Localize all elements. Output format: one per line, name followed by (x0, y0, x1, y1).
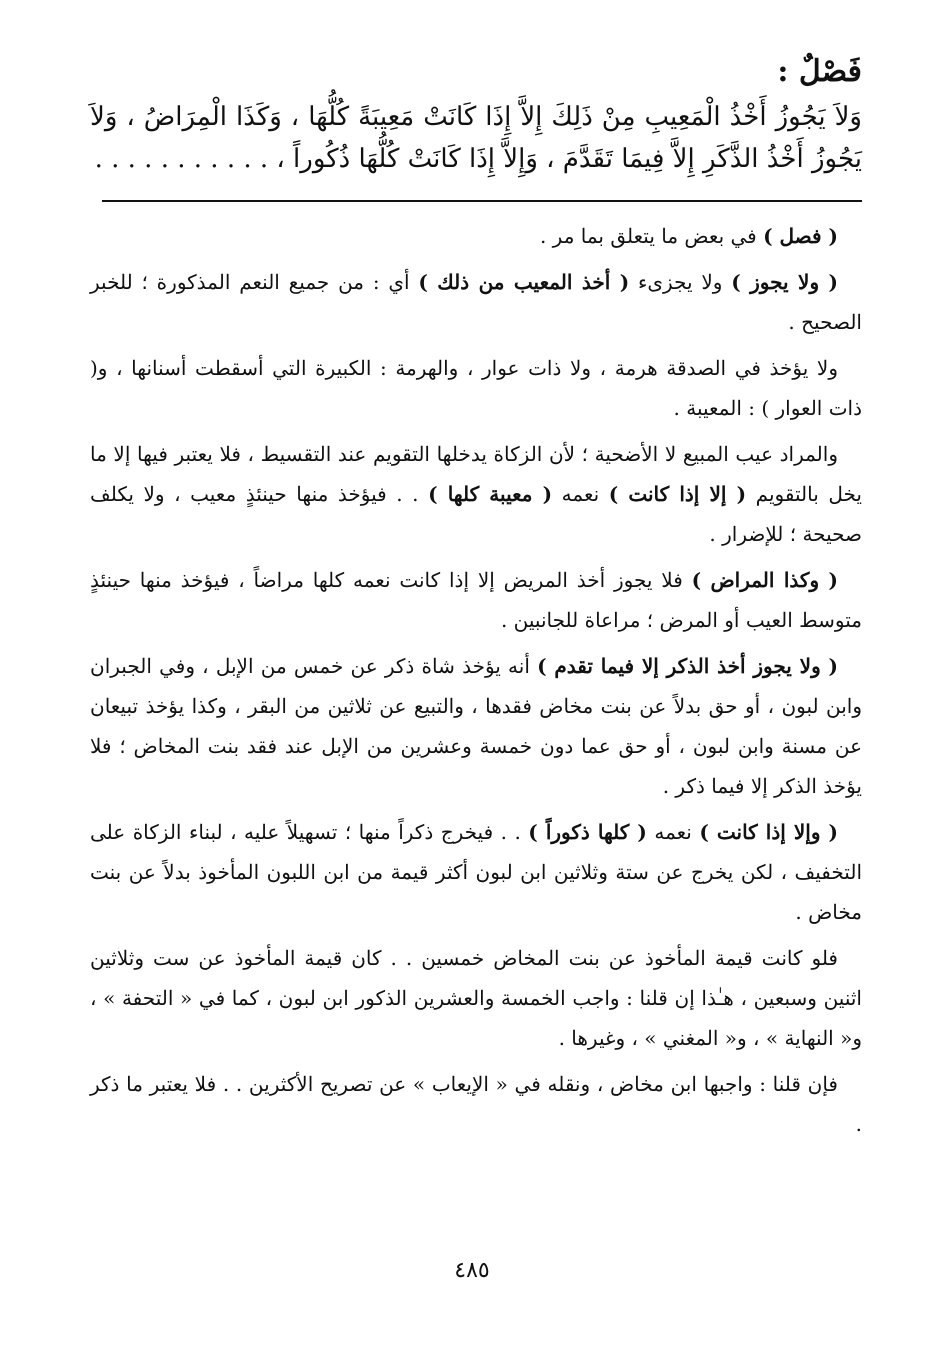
matn-heading: فَصْلٌ : (777, 54, 862, 89)
commentary-text: فلو كانت قيمة المأخوذ عن بنت المخاض خمسين . . كان قيمة المأخوذ عن ست وثلاثين اثنين وسبعين ، هـٰذا إن قلنا : واجب الخمسة والعشرين الذكور ابن لبون ، كما في « التحفة » ، و« النهاية » ، و« المغني » ، وغيرها . (90, 946, 862, 1050)
commentary-paragraph-6 (90, 646, 862, 806)
commentary-text: فإن قلنا : واجبها ابن مخاض ، ونقله في « الإيعاب » عن تصريح الأكثرين . . فلا يعتبر ما ذكر . (90, 1072, 862, 1136)
commentary-text: فلا يجوز أخذ المريض إلا إذا كانت نعمه كلها مراضاً ، فيؤخذ منها حينئذٍ متوسط العيب أو المرض ؛ مراعاة للجانبين . (90, 568, 862, 632)
commentary-section (90, 216, 862, 1144)
matn-text: وَلاَ يَجُوزُ أَخْذُ الْمَعِيبِ مِنْ ذَلِكَ إِلاَّ إِذَا كَانَتْ مَعِيبَةً كُلُّهَا ، وَكَذَا الْمِرَاضُ ، وَلاَ يَجُوزُ أَخْذُ الذَّكَرِ إِلاَّ فِيمَا تَقَدَّمَ ، وَإِلاَّ إِذَا كَانَتْ كُلُّهَا ذُكُوراً ، . . . . . . . . . . . (90, 102, 862, 174)
commentary-text: نعمه (552, 482, 609, 506)
commentary-paragraph-2 (90, 262, 862, 342)
commentary-text: أي : من جميع النعم المذكورة ؛ للخبر الصحيح . (90, 270, 862, 334)
quoted-matn: ( كلها ذكوراً ) (528, 820, 647, 844)
quoted-matn: ( إلا إذا كانت ) (608, 482, 747, 506)
commentary-text: ولا يجزىء (629, 270, 732, 294)
commentary-paragraph-8 (90, 938, 862, 1058)
separator-line (102, 200, 862, 202)
quoted-matn: ( أخذ المعيب من ذلك ) (418, 270, 630, 294)
commentary-paragraph-5 (90, 560, 862, 640)
commentary-text: . . فيؤخذ منها حينئذٍ معيب ، ولا يكلف صحيحة ؛ للإضرار . (90, 482, 862, 546)
page-number: ٤٨٥ (454, 1258, 490, 1283)
commentary-text: أنه يؤخذ شاة ذكر عن خمس من الإبل ، وفي الجبران وابن لبون ، أو حق بدلاً عن بنت مخاض فقدها ، والتبيع عن ثلاثين من البقر ، وكذا يؤخذ تبيعان عن مسنة وابن لبون ، أو حق عما دون خمسة وعشرين من الإبل عند فقد بنت المخاض ؛ فلا يؤخذ الذكر إلا فيما ذكر . (90, 654, 862, 798)
commentary-paragraph-3 (90, 348, 862, 428)
book-page (90, 50, 862, 1350)
commentary-paragraph-1 (90, 216, 862, 256)
commentary-text: . . فيخرج ذكراً منها ؛ تسهيلاً عليه ، لبناء الزكاة على التخفيف ، لكن يخرج عن ستة وثلاثين ابن لبون أكثر قيمة من ابن اللبون المأخوذ بدلاً عن بنت مخاض . (90, 820, 862, 924)
quoted-matn: ( فصل ) (763, 224, 838, 248)
commentary-paragraph-4 (90, 434, 862, 554)
commentary-paragraph-7 (90, 812, 862, 932)
quoted-matn: ( وكذا المراض ) (691, 568, 838, 592)
quoted-matn: ( وإلا إذا كانت ) (699, 820, 839, 844)
quoted-matn: ( معيبة كلها ) (428, 482, 553, 506)
commentary-text: والمراد عيب المبيع لا الأضحية ؛ لأن الزكاة يدخلها التقويم عند التقسيط ، فلا يعتبر فيها إلا ما يخل بالتقويم (90, 442, 862, 506)
quoted-matn: ( ولا يجوز أخذ الذكر إلا فيما تقدم ) (537, 654, 839, 678)
quoted-matn: ( ولا يجوز ) (731, 270, 838, 294)
commentary-text: نعمه (646, 820, 700, 844)
commentary-paragraph-9 (90, 1064, 862, 1144)
commentary-text: في بعض ما يتعلق بما مر . (539, 224, 764, 248)
commentary-text: ولا يؤخذ في الصدقة هرمة ، ولا ذات عوار ، والهرمة : الكبيرة التي أسقطت أسنانها ، و( ذات العوار ) : المعيبة . (90, 356, 862, 420)
